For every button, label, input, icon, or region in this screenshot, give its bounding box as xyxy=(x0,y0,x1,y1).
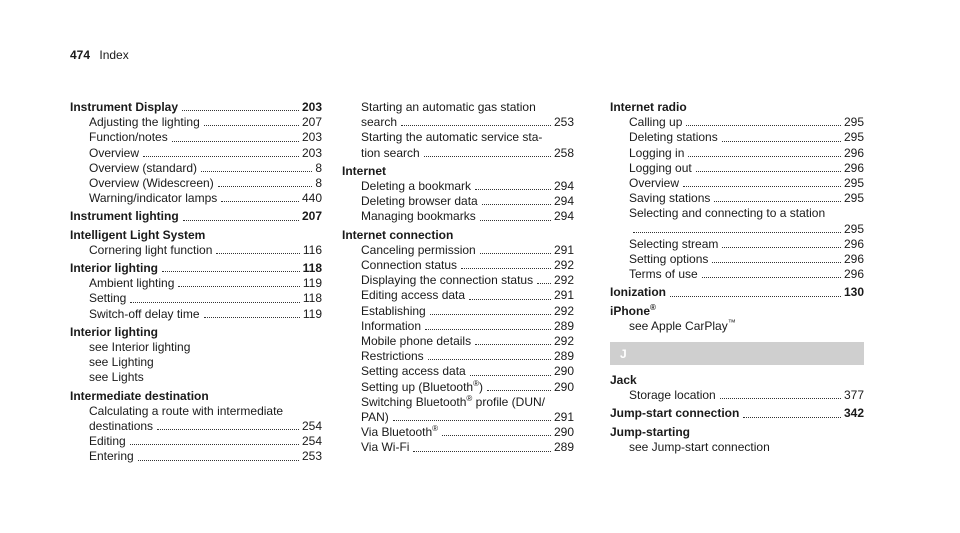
index-entry xyxy=(342,228,574,456)
subentry-line: Switching Bluetooth® profile (DUN/ xyxy=(361,393,545,409)
subentry-label: Information xyxy=(361,318,422,333)
subentry xyxy=(342,364,574,379)
dot-leader xyxy=(218,186,313,187)
subentry-label: Overview xyxy=(89,145,140,160)
subentry xyxy=(342,304,574,319)
subentry-label: Deleting stations xyxy=(629,130,718,145)
subentry-line: Selecting and connecting to a station xyxy=(629,206,826,221)
index-column-1 xyxy=(70,100,322,468)
subentry xyxy=(610,252,864,267)
dot-leader xyxy=(696,171,841,172)
entry-heading-page: 130 xyxy=(843,285,864,300)
subentry-page: 119 xyxy=(302,306,322,321)
entry-heading xyxy=(70,209,322,224)
subentry-label: Ambient lighting xyxy=(89,276,175,291)
subentry-label: Entering xyxy=(89,449,134,464)
dot-leader xyxy=(216,253,299,254)
subentry-page: 289 xyxy=(553,440,574,455)
dot-leader xyxy=(182,110,299,111)
see-reference: see Interior lighting xyxy=(89,340,191,355)
subentry-label: Overview xyxy=(629,176,680,191)
subentry-label: Storage location xyxy=(629,388,716,403)
index-entry xyxy=(70,209,322,224)
index-column-2 xyxy=(342,100,574,459)
subentry-label: Canceling permission xyxy=(361,242,476,257)
dot-leader xyxy=(688,156,841,157)
subentry xyxy=(342,440,574,455)
subentry xyxy=(70,307,322,322)
entry-heading-page: 207 xyxy=(301,209,322,224)
see-reference: see Lights xyxy=(89,370,144,385)
dot-leader xyxy=(178,286,299,287)
subentry-label: Setting options xyxy=(629,252,709,267)
subentry xyxy=(70,130,322,145)
subentry-page: 289 xyxy=(553,318,574,333)
index-entry xyxy=(610,100,864,282)
subentry xyxy=(610,222,864,237)
subentry-label: Deleting browser data xyxy=(361,194,478,209)
subentry-label: Adjusting the lighting xyxy=(89,115,200,130)
subentry-label: Setting access data xyxy=(361,364,466,379)
dot-leader xyxy=(480,253,551,254)
subentry-page: 296 xyxy=(843,160,864,175)
subentry-page: 289 xyxy=(553,349,574,364)
entry-heading-label: Interior lighting xyxy=(70,261,158,276)
dot-leader xyxy=(204,125,299,126)
subentry xyxy=(70,449,322,464)
entry-heading-page: 118 xyxy=(302,261,322,276)
subentry-page: 203 xyxy=(301,130,322,145)
subentry-page: 290 xyxy=(553,379,574,394)
entry-heading-label: Jump-start connection xyxy=(610,406,740,421)
subentry xyxy=(342,258,574,273)
subentry xyxy=(342,194,574,209)
subentry-label: Cornering light function xyxy=(89,242,213,257)
entry-heading: Internet xyxy=(342,163,387,178)
subentry xyxy=(70,243,322,258)
subentry-page: 8 xyxy=(315,160,322,175)
subentry xyxy=(342,115,574,130)
dot-leader xyxy=(424,156,551,157)
index-entry xyxy=(610,285,864,300)
entry-heading-label: Instrument Display xyxy=(70,100,179,114)
subentry xyxy=(70,191,322,206)
dot-leader xyxy=(714,201,841,202)
subentry xyxy=(610,267,864,282)
subentry xyxy=(70,161,322,176)
index-entry xyxy=(70,325,322,386)
subentry-page: 292 xyxy=(553,273,574,288)
entry-heading: Internet connection xyxy=(342,227,454,242)
subentry xyxy=(610,130,864,145)
dot-leader xyxy=(442,435,551,436)
subentry-page: 295 xyxy=(843,221,864,236)
subentry-label: Displaying the connection status xyxy=(361,273,534,288)
dot-leader xyxy=(201,171,312,172)
subentry-page: 8 xyxy=(315,176,322,191)
entry-heading-label: Instrument lighting xyxy=(70,209,179,224)
subentry xyxy=(610,146,864,161)
subentry xyxy=(342,273,574,288)
subentry xyxy=(342,146,574,161)
subentry-page: 290 xyxy=(553,425,574,440)
section-title: Index xyxy=(99,48,129,62)
entry-heading: Internet radio xyxy=(610,100,687,114)
subentry-label: Via Bluetooth® xyxy=(361,424,439,440)
subentry xyxy=(610,388,864,403)
subentry xyxy=(342,349,574,364)
subentry-label: Saving stations xyxy=(629,191,711,206)
index-entry xyxy=(610,304,864,334)
subentry-label: Logging in xyxy=(629,145,685,160)
subentry-page: 290 xyxy=(553,364,574,379)
subentry-page: 294 xyxy=(553,179,574,194)
subentry-label: Establishing xyxy=(361,303,426,318)
dot-leader xyxy=(633,232,841,233)
dot-leader xyxy=(401,125,551,126)
subentry-label: Switch-off delay time xyxy=(89,306,200,321)
entry-heading: Intermediate destination xyxy=(70,388,209,403)
subentry-label: Overview (standard) xyxy=(89,160,198,175)
subentry-page: 294 xyxy=(553,209,574,224)
subentry-label: Terms of use xyxy=(629,267,698,282)
subentry-page: 291 xyxy=(553,410,574,425)
subentry xyxy=(342,179,574,194)
subentry-label: destinations xyxy=(89,419,154,434)
subentry xyxy=(342,380,574,395)
dot-leader xyxy=(683,186,841,187)
subentry-label: Deleting a bookmark xyxy=(361,179,472,194)
index-entry xyxy=(70,261,322,322)
dot-leader xyxy=(475,189,551,190)
dot-leader xyxy=(670,296,841,297)
subentry-label: Via Wi-Fi xyxy=(361,440,410,455)
subentry-page: 116 xyxy=(302,242,322,257)
subentry xyxy=(70,115,322,130)
dot-leader xyxy=(413,451,551,452)
dot-leader xyxy=(537,283,551,284)
subentry xyxy=(610,161,864,176)
page-header xyxy=(70,48,129,62)
dot-leader xyxy=(686,125,841,126)
subentry-label: Mobile phone details xyxy=(361,334,472,349)
subentry xyxy=(610,115,864,130)
subentry-page: 258 xyxy=(553,145,574,160)
subentry xyxy=(70,419,322,434)
dot-leader xyxy=(130,302,300,303)
subentry xyxy=(70,434,322,449)
subentry-label: Selecting stream xyxy=(629,236,719,251)
dot-leader xyxy=(425,329,551,330)
dot-leader xyxy=(487,390,551,391)
subentry-label: Editing access data xyxy=(361,288,466,303)
subentry-page: 119 xyxy=(302,276,322,291)
dot-leader xyxy=(130,444,299,445)
subentry-page: 254 xyxy=(301,434,322,449)
entry-heading: Interior lighting xyxy=(70,324,158,339)
entry-heading xyxy=(70,261,322,276)
dot-leader xyxy=(702,277,841,278)
subentry-label: Restrictions xyxy=(361,349,424,364)
entry-heading: Intelligent Light System xyxy=(70,227,206,242)
entry-heading xyxy=(610,285,864,300)
index-entry xyxy=(342,100,574,161)
see-reference: see Apple CarPlay™ xyxy=(629,317,736,333)
dot-leader xyxy=(143,156,299,157)
dot-leader xyxy=(722,247,841,248)
dot-leader xyxy=(475,344,551,345)
index-entry xyxy=(610,373,864,403)
subentry xyxy=(610,237,864,252)
subentry-page: 253 xyxy=(301,449,322,464)
subentry-page: 203 xyxy=(301,145,322,160)
subentry-label: Setting xyxy=(89,291,127,306)
dot-leader xyxy=(743,417,841,418)
subentry-label: Warning/indicator lamps xyxy=(89,191,218,206)
dot-leader xyxy=(470,375,551,376)
subentry-page: 292 xyxy=(553,303,574,318)
dot-leader xyxy=(138,460,299,461)
dot-leader xyxy=(428,359,551,360)
subentry-page: 296 xyxy=(843,252,864,267)
subentry-page: 295 xyxy=(843,176,864,191)
section-letter: J xyxy=(610,342,864,365)
dot-leader xyxy=(204,317,300,318)
dot-leader xyxy=(720,398,841,399)
subentry-label: Logging out xyxy=(629,160,692,175)
subentry xyxy=(342,288,574,303)
subentry-label: Function/notes xyxy=(89,130,168,145)
subentry-label: Managing bookmarks xyxy=(361,209,476,224)
dot-leader xyxy=(162,271,300,272)
subentry-page: 118 xyxy=(302,291,322,306)
subentry-label: Setting up (Bluetooth®) xyxy=(361,378,483,394)
subentry-page: 292 xyxy=(553,258,574,273)
dot-leader xyxy=(482,204,551,205)
page-number: 474 xyxy=(70,48,91,62)
dot-leader xyxy=(722,141,841,142)
see-reference: see Jump-start connection xyxy=(629,439,770,454)
subentry-page: 296 xyxy=(843,236,864,251)
index-entry xyxy=(342,164,574,225)
subentry-page: 295 xyxy=(843,115,864,130)
subentry xyxy=(70,276,322,291)
entry-heading-label: Ionization xyxy=(610,285,666,300)
index-entry xyxy=(70,228,322,258)
dot-leader xyxy=(469,299,551,300)
dot-leader xyxy=(221,201,299,202)
subentry xyxy=(342,319,574,334)
index-column-3 xyxy=(610,100,864,458)
subentry-page: 207 xyxy=(301,115,322,130)
subentry xyxy=(610,176,864,191)
subentry-page: 295 xyxy=(843,191,864,206)
dot-leader xyxy=(393,420,551,421)
subentry-label: Connection status xyxy=(361,258,458,273)
index-entry xyxy=(70,389,322,465)
entry-heading xyxy=(610,406,864,421)
subentry-page: 254 xyxy=(301,419,322,434)
dot-leader xyxy=(157,429,299,430)
entry-heading-page: 342 xyxy=(843,406,864,421)
entry-heading-page: 203 xyxy=(301,100,322,114)
subentry-page: 296 xyxy=(843,267,864,282)
dot-leader xyxy=(183,220,299,221)
subentry-page: 253 xyxy=(553,115,574,130)
entry-heading: Jump-starting xyxy=(610,424,691,439)
subentry-page: 377 xyxy=(843,388,864,403)
subentry-page: 292 xyxy=(553,334,574,349)
index-entry xyxy=(610,406,864,421)
subentry-page: 294 xyxy=(553,194,574,209)
entry-heading: iPhone® xyxy=(610,302,656,318)
subentry-label: PAN) xyxy=(361,410,389,425)
dot-leader xyxy=(480,220,551,221)
subentry-label: search xyxy=(361,115,398,130)
index-entry xyxy=(610,425,864,455)
subentry-page: 295 xyxy=(843,130,864,145)
subentry xyxy=(70,176,322,191)
subentry-label: tion search xyxy=(361,145,420,160)
dot-leader xyxy=(712,262,841,263)
dot-leader xyxy=(172,141,299,142)
dot-leader xyxy=(430,314,551,315)
see-reference: see Lighting xyxy=(89,355,154,370)
subentry-page: 291 xyxy=(553,242,574,257)
subentry xyxy=(342,410,574,425)
dot-leader xyxy=(461,268,551,269)
entry-heading: Jack xyxy=(610,373,637,388)
subentry xyxy=(70,146,322,161)
subentry xyxy=(342,334,574,349)
subentry-line: Calculating a route with intermediate xyxy=(89,403,284,418)
index-entry xyxy=(70,100,322,206)
subentry xyxy=(342,209,574,224)
subentry-line: Starting the automatic service sta- xyxy=(361,130,543,145)
subentry xyxy=(342,425,574,440)
subentry-page: 440 xyxy=(301,191,322,206)
subentry-page: 291 xyxy=(553,288,574,303)
subentry-label: Editing xyxy=(89,434,126,449)
subentry xyxy=(342,243,574,258)
subentry-page: 296 xyxy=(843,145,864,160)
subentry-label: Overview (Widescreen) xyxy=(89,176,214,191)
entry-heading xyxy=(70,100,322,115)
subentry-label: Calling up xyxy=(629,115,683,130)
subentry xyxy=(610,191,864,206)
subentry xyxy=(70,291,322,306)
subentry-line: Starting an automatic gas station xyxy=(361,100,536,114)
